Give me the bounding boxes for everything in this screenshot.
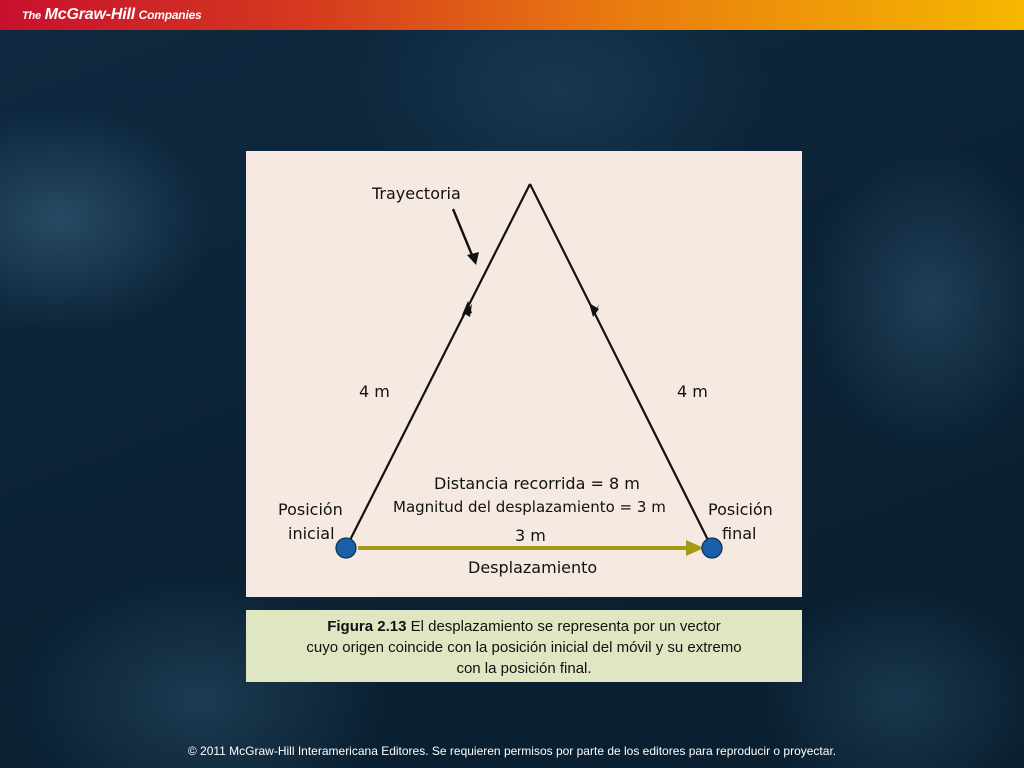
header-bar <box>0 0 1024 30</box>
trayectoria-pointer <box>453 209 474 260</box>
start-label-line2: inicial <box>288 524 335 543</box>
base-length: 3 m <box>515 526 546 545</box>
displacement-label: Desplazamiento <box>468 558 598 577</box>
trayectoria-pointer-arrow-icon <box>467 252 479 265</box>
displacement-arrowhead-icon <box>686 540 704 556</box>
brand-the: The <box>22 10 41 22</box>
figure-number: Figura 2.13 <box>327 618 407 635</box>
end-label-line2: final <box>722 524 757 543</box>
displacement-diagram <box>246 151 802 597</box>
caption-line-2: cuyo origen coincide con la posición inicial del móvil y su extremo <box>306 639 742 656</box>
brand-name: McGraw-Hill <box>44 6 135 23</box>
copyright-notice: © 2011 McGraw-Hill Interamericana Editores. Se requieren permisos por parte de los editores para reproducir o proyectar. <box>187 744 837 758</box>
mcgraw-hill-logo <box>22 6 202 24</box>
figure-caption <box>246 610 802 682</box>
distance-label: Distancia recorrida = 8 m <box>434 474 640 493</box>
caption-line-1 <box>246 616 802 637</box>
figure-panel <box>246 151 802 597</box>
right-path-line <box>530 184 712 548</box>
left-side-length: 4 m <box>359 382 390 401</box>
right-direction-arrow-icon <box>589 303 599 317</box>
magnitude-label: Magnitud del desplazamiento = 3 m <box>393 498 666 516</box>
end-point <box>702 538 722 558</box>
right-side-length: 4 m <box>677 382 708 401</box>
start-label-line1: Posición <box>278 500 343 519</box>
end-label-line1: Posición <box>708 500 773 519</box>
left-path-line <box>346 184 530 548</box>
trayectoria-label: Trayectoria <box>372 184 461 203</box>
caption-text-1: El desplazamiento se representa por un vector <box>410 618 721 635</box>
start-point <box>336 538 356 558</box>
caption-line-3: con la posición final. <box>456 660 592 677</box>
brand-companies: Companies <box>138 8 202 22</box>
